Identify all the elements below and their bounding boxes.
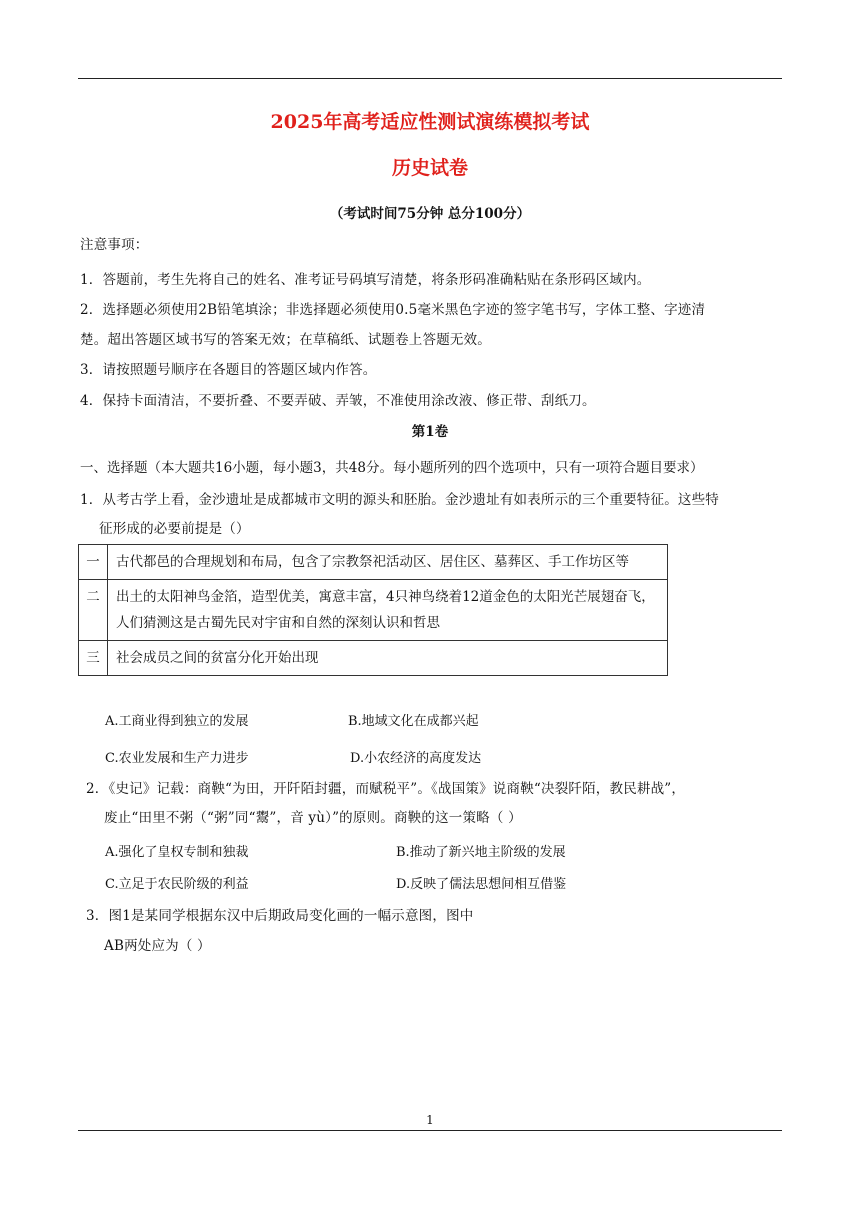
table-row xyxy=(79,641,668,676)
exam-time-info: （考试时间75分钟 总分100分） xyxy=(329,206,531,222)
question-2-stem: 废止“田里不粥（“粥”同“鬻”，音 yù）”的原则。商鞅的这一策略（ ） xyxy=(104,810,522,826)
question-1-option-d: D.小农经济的高度发达 xyxy=(350,751,482,766)
section-heading: 一、选择题（本大题共16小题，每小题3，共48分。每小题所列的四个选项中，只有一项符合题目要求） xyxy=(80,460,704,476)
question-3-stem: 3．图1是某同学根据东汉中后期政局变化画的一幅示意图，图中 xyxy=(86,908,474,924)
question-2-option-b: B.推动了新兴地主阶级的发展 xyxy=(396,845,566,860)
table-row xyxy=(79,580,668,641)
question-1-option-b: B.地域文化在成都兴起 xyxy=(348,714,479,729)
question-2-option-d: D.反映了儒法思想间相互借鉴 xyxy=(396,877,567,892)
notice-item: 3．请按照题号顺序在各题目的答题区域内作答。 xyxy=(80,362,377,378)
exam-title: 2025年高考适应性测试演练模拟考试 xyxy=(270,111,590,133)
question-2-option-a: A.强化了皇权专制和独裁 xyxy=(105,845,249,860)
header-rule xyxy=(78,78,782,79)
table-row xyxy=(79,545,668,580)
table-row-number: 二 xyxy=(79,580,108,641)
question-3-stem: AB两处应为（ ） xyxy=(104,938,211,954)
exam-subtitle: 历史试卷 xyxy=(391,157,468,179)
table-row-number: 一 xyxy=(79,545,108,580)
page-number: 1 xyxy=(426,1113,434,1127)
notice-heading: 注意事项： xyxy=(80,237,149,253)
table-row-text: 社会成员之间的贫富分化开始出现 xyxy=(108,641,668,676)
table-row-text: 古代都邑的合理规划和布局，包含了宗教祭祀活动区、居住区、墓葬区、手工作坊区等 xyxy=(108,545,668,580)
notice-item: 楚。超出答题区域书写的答案无效；在草稿纸、试题卷上答题无效。 xyxy=(80,332,491,348)
question-1-table xyxy=(78,544,668,676)
question-1-stem: 1．从考古学上看，金沙遗址是成都城市文明的源头和胚胎。金沙遗址有如表所示的三个重要特征。这些特 xyxy=(80,492,719,508)
question-1-stem: 征形成的必要前提是（） xyxy=(99,521,250,537)
notice-item: 2．选择题必须使用2B铅笔填涂；非选择题必须使用0.5毫米黑色字迹的签字笔书写，字体工整、字迹清 xyxy=(80,302,706,318)
volume-heading: 第1卷 xyxy=(411,424,449,440)
question-1-option-c: C.农业发展和生产力进步 xyxy=(105,751,249,766)
table-row-number: 三 xyxy=(79,641,108,676)
question-2-option-c: C.立足于农民阶级的利益 xyxy=(105,877,249,892)
question-2-stem: 2．《史记》记载：商鞅“为田，开阡陌封疆，而赋税平”。《战国策》说商鞅“决裂阡陌，教民耕战”， xyxy=(86,781,686,797)
table-row-text: 出土的太阳神鸟金箔，造型优美，寓意丰富，4只神鸟绕着12道金色的太阳光芒展翅奋飞，人们猜测这是古蜀先民对宇宙和自然的深刻认识和哲思 xyxy=(108,580,668,641)
notice-item: 4．保持卡面清洁，不要折叠、不要弄破、弄皱，不准使用涂改液、修正带、刮纸刀。 xyxy=(80,393,596,409)
question-1-option-a: A.工商业得到独立的发展 xyxy=(105,714,249,729)
notice-item: 1．答题前，考生先将自己的姓名、准考证号码填写清楚，将条形码准确粘贴在条形码区域内。 xyxy=(80,272,651,288)
footer-rule xyxy=(78,1130,782,1131)
